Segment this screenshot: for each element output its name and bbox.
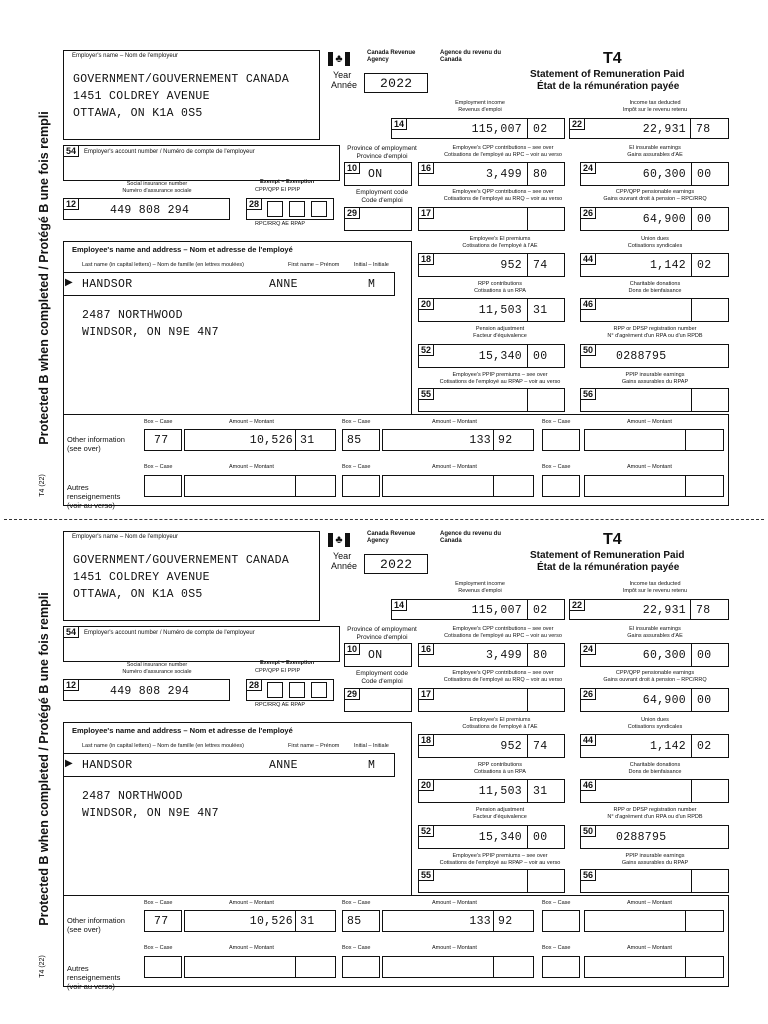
oth1-int: 10,526 (249, 915, 293, 928)
b17-caption: Employee's QPP contributions – see over Cotisations de l'employé au RRQ – voir au verso (443, 670, 563, 683)
b44-dec: 02 (697, 740, 712, 753)
year-label-fr: Année (331, 561, 358, 571)
b22-caption: Income tax deducted Impôt sur le revenu retenu (622, 100, 688, 113)
oth-box2 (342, 910, 380, 932)
oth-amt6 (584, 475, 724, 497)
ei-exempt-check[interactable] (289, 201, 305, 217)
oth-case-h2: Box – Case (342, 419, 371, 425)
b44-int: 1,142 (649, 259, 686, 272)
employee-label: Employee's name and address – Nom et adresse de l'employé (72, 245, 293, 254)
b44-caption: Union dues Cotisations syndicales (627, 717, 683, 730)
address-line1: 2487 NORTHWOOD (82, 309, 183, 322)
box-46: 46 (580, 779, 729, 803)
employee-box (63, 241, 412, 443)
first-name: ANNE (269, 759, 298, 772)
oth-amt5 (382, 956, 534, 978)
b18-int: 952 (500, 259, 522, 272)
b46-caption: Charitable donations Dons de bienfaisance (628, 281, 682, 294)
agency-fr: Agence du revenu du Canada (440, 50, 502, 63)
b24-dec: 00 (697, 168, 712, 181)
b26-caption: CPP/QPP pensionable earnings Gains ouvrant droit à pension – RPC/RRQ (603, 670, 707, 683)
other-info-box (63, 414, 729, 510)
box-17: 17 (418, 688, 565, 712)
employee-name-line (64, 753, 395, 777)
lastname-label: Last name (in capital letters) – Nom de famille (en lettres moulées) (82, 262, 245, 268)
b52-caption: Pension adjustment Facteur d'équivalence (473, 326, 527, 339)
ppip-exempt-check[interactable] (311, 682, 327, 698)
b44-dec: 02 (697, 259, 712, 272)
employee-box (63, 722, 412, 924)
box-52: 52 15,340 00 (418, 344, 565, 368)
oth-case-h3: Box – Case (542, 419, 571, 425)
form-code: T4 (603, 531, 622, 548)
protected-label: Protected B when completed / Protégé B une fois rempli (37, 111, 51, 445)
oth-case-h6: Box – Case (542, 464, 571, 470)
protected-label: Protected B when completed / Protégé B une fois rempli (37, 592, 51, 926)
b26-int: 64,900 (642, 694, 686, 707)
b46-caption: Charitable donations Dons de bienfaisance (628, 762, 682, 775)
initial-label: Initial – Initiale (354, 262, 389, 268)
b14-caption: Employment income Revenus d'emploi (455, 100, 505, 113)
year-value: 2022 (380, 76, 413, 91)
acct-label: Employer's account number / Numéro de compte de l'employeur (84, 149, 255, 155)
box-18: 18 952 74 (418, 253, 565, 277)
employer-line1: GOVERNMENT/GOUVERNEMENT CANADA (73, 554, 290, 567)
empcode-caption: Employment code Code d'emploi (355, 670, 409, 685)
initial: M (368, 278, 376, 291)
oth-amt-h4: Amount – Montant (229, 945, 274, 951)
last-name: HANDSOR (82, 759, 133, 772)
box-55: 55 (418, 388, 565, 412)
oth-amt-h5: Amount – Montant (432, 945, 477, 951)
b20-caption: RPP contributions Cotisations à un RPA (474, 281, 526, 294)
b24-int: 60,300 (642, 649, 686, 662)
prov-caption: Province of employment Province d'emploi (347, 145, 417, 160)
agency-en: Canada Revenue Agency (367, 531, 416, 544)
b24-caption: EI insurable earnings Gains assurables d'AE (627, 626, 683, 639)
b52-int: 15,340 (478, 831, 522, 844)
canada-flag-icon: ♣ (328, 52, 350, 66)
sin-value: 449 808 294 (110, 685, 190, 698)
box-12: 12 449 808 294 (63, 198, 230, 220)
box-28: 28 (246, 679, 334, 701)
box-50: 50 0288795 (580, 344, 729, 368)
b20-int: 11,503 (478, 785, 522, 798)
box-55: 55 (418, 869, 565, 893)
ppip-exempt-check[interactable] (311, 201, 327, 217)
b14-dec: 02 (533, 604, 548, 617)
b50-caption: RPP or DPSP registration number N° d'agrément d'un RPA ou d'un RPDB (607, 326, 703, 339)
box-54: 54 Employer's account number / Numéro de compte de l'employeur (63, 626, 340, 662)
t4-slip-2 (0, 519, 768, 999)
b22-dec: 78 (696, 123, 711, 136)
b50-caption: RPP or DPSP registration number N° d'agrément d'un RPA ou d'un RPDB (607, 807, 703, 820)
oth-case-h4: Box – Case (144, 464, 173, 470)
oth1-dec: 31 (300, 434, 315, 447)
oth-case-h6: Box – Case (542, 945, 571, 951)
b52-caption: Pension adjustment Facteur d'équivalence (473, 807, 527, 820)
b17-caption: Employee's QPP contributions – see over Cotisations de l'employé au RRQ – voir au verso (443, 189, 563, 202)
t4-slip-1 (0, 38, 768, 518)
oth-amt-h3: Amount – Montant (627, 900, 672, 906)
ei-exempt-check[interactable] (289, 682, 305, 698)
oth-amt4 (184, 475, 336, 497)
b52-dec: 00 (533, 831, 548, 844)
box-26: 26 64,900 00 (580, 207, 729, 231)
oth-amt-h2: Amount – Montant (432, 419, 477, 425)
box-14: 14 115,007 02 (391, 599, 565, 620)
prov-value: ON (368, 168, 383, 181)
oth1-int: 10,526 (249, 434, 293, 447)
oth-amt-h6: Amount – Montant (627, 945, 672, 951)
box-18: 18 952 74 (418, 734, 565, 758)
year-value: 2022 (380, 557, 413, 572)
oth-case-h2: Box – Case (342, 900, 371, 906)
b52-int: 15,340 (478, 350, 522, 363)
oth-box3 (542, 910, 580, 932)
b20-int: 11,503 (478, 304, 522, 317)
other-info-box (63, 895, 729, 991)
oth-box1 (144, 429, 182, 451)
form-code-side (31, 949, 57, 989)
b16-caption: Employee's CPP contributions – see over Cotisations de l'employé au RPC – voir au verso (444, 626, 562, 639)
b24-caption: EI insurable earnings Gains assurables d'AE (627, 145, 683, 158)
form-code-side (31, 468, 57, 508)
oth-case-h1: Box – Case (144, 900, 173, 906)
b20-dec: 31 (533, 304, 548, 317)
b50-value: 0288795 (616, 350, 667, 363)
oth1-box-value: 77 (154, 915, 169, 928)
employer-line1: GOVERNMENT/GOUVERNEMENT CANADA (73, 73, 290, 86)
employer-line3: OTTAWA, ON K1A 0S5 (73, 107, 203, 120)
oth-amt-h2: Amount – Montant (432, 900, 477, 906)
oth-box4 (144, 956, 182, 978)
b26-dec: 00 (697, 213, 712, 226)
box-16: 16 3,499 80 (418, 162, 565, 186)
oth-box4 (144, 475, 182, 497)
oth1-dec: 31 (300, 915, 315, 928)
b18-dec: 74 (533, 740, 548, 753)
agency-en: Canada Revenue Agency (367, 50, 416, 63)
oth-amt-h1: Amount – Montant (229, 419, 274, 425)
oth-amt2 (382, 429, 534, 451)
oth-case-h5: Box – Case (342, 464, 371, 470)
oth-case-h1: Box – Case (144, 419, 173, 425)
oth-amt-h4: Amount – Montant (229, 464, 274, 470)
b55-caption: Employee's PPIP premiums – see over Cotisations de l'employé au RPAP – voir au verso (439, 853, 561, 866)
b52-dec: 00 (533, 350, 548, 363)
box-22: 22 22,931 78 (569, 118, 729, 139)
oth-amt3 (584, 910, 724, 932)
address-line1: 2487 NORTHWOOD (82, 790, 183, 803)
b18-dec: 74 (533, 259, 548, 272)
employee-label: Employee's name and address – Nom et adresse de l'employé (72, 726, 293, 735)
year-box (364, 73, 428, 93)
b14-caption: Employment income Revenus d'emploi (455, 581, 505, 594)
b26-caption: CPP/QPP pensionable earnings Gains ouvrant droit à pension – RPC/RRQ (603, 189, 707, 202)
box-46: 46 (580, 298, 729, 322)
oth-amt3 (584, 429, 724, 451)
exempt-cols: CPP/QPP EI PPIP (255, 187, 301, 193)
box-22: 22 22,931 78 (569, 599, 729, 620)
oth2-dec: 92 (498, 915, 513, 928)
oth-amt-h5: Amount – Montant (432, 464, 477, 470)
oth2-int: 133 (469, 434, 491, 447)
sin-value: 449 808 294 (110, 204, 190, 217)
autres-label: Autres renseignements (voir au verso) (67, 483, 121, 510)
b14-int: 115,007 (471, 123, 522, 136)
sin-caption: Social insurance number Numéro d'assurance sociale (122, 181, 192, 194)
b18-int: 952 (500, 740, 522, 753)
year-box (364, 554, 428, 574)
side-form-code: T4 (22) (38, 955, 46, 978)
oth2-box-value: 85 (347, 915, 362, 928)
oth2-box-value: 85 (347, 434, 362, 447)
employer-name-box (63, 50, 320, 140)
box-20: 20 11,503 31 (418, 779, 565, 803)
box-52: 52 15,340 00 (418, 825, 565, 849)
box-24: 24 60,300 00 (580, 162, 729, 186)
employer-name-box (63, 531, 320, 621)
b14-int: 115,007 (471, 604, 522, 617)
box-16: 16 3,499 80 (418, 643, 565, 667)
initial-label: Initial – Initiale (354, 743, 389, 749)
box-14: 14 115,007 02 (391, 118, 565, 139)
box-20: 20 11,503 31 (418, 298, 565, 322)
b16-int: 3,499 (485, 168, 522, 181)
oth-amt6 (584, 956, 724, 978)
oth2-int: 133 (469, 915, 491, 928)
oth-case-h3: Box – Case (542, 900, 571, 906)
title-en: Statement of Remuneration Paid (530, 69, 685, 80)
b16-dec: 80 (533, 649, 548, 662)
acct-label: Employer's account number / Numéro de compte de l'employeur (84, 630, 255, 636)
oth2-dec: 92 (498, 434, 513, 447)
side-form-code: T4 (22) (38, 474, 46, 497)
b18-caption: Employee's EI premiums Cotisations de l'employé à l'AE (462, 236, 538, 249)
agency-fr: Agence du revenu du Canada (440, 531, 502, 544)
b26-dec: 00 (697, 694, 712, 707)
firstname-label: First name – Prénom (288, 262, 340, 268)
box-26: 26 64,900 00 (580, 688, 729, 712)
oth-amt-h3: Amount – Montant (627, 419, 672, 425)
b16-caption: Employee's CPP contributions – see over Cotisations de l'employé au RPC – voir au verso (444, 145, 562, 158)
employer-name-label: Employer's name – Nom de l'employeur (72, 53, 179, 59)
oth-box1 (144, 910, 182, 932)
oth1-box-value: 77 (154, 434, 169, 447)
b22-caption: Income tax deducted Impôt sur le revenu retenu (622, 581, 688, 594)
box-50: 50 0288795 (580, 825, 729, 849)
b22-dec: 78 (696, 604, 711, 617)
box-28: 28 (246, 198, 334, 220)
exempt-bottom: RPC/RRQ AE RPAP (255, 221, 306, 227)
employer-line2: 1451 COLDREY AVENUE (73, 571, 210, 584)
b18-caption: Employee's EI premiums Cotisations de l'employé à l'AE (462, 717, 538, 730)
box-29: 29 (344, 688, 412, 712)
box-10: 10 ON (344, 643, 412, 667)
firstname-label: First name – Prénom (288, 743, 340, 749)
box-10: 10 ON (344, 162, 412, 186)
autres-label: Autres renseignements (voir au verso) (67, 964, 121, 991)
exempt-label: Exempt – Exemption (260, 660, 315, 666)
b16-dec: 80 (533, 168, 548, 181)
initial: M (368, 759, 376, 772)
b50-value: 0288795 (616, 831, 667, 844)
canada-flag-icon: ♣ (328, 533, 350, 547)
b44-caption: Union dues Cotisations syndicales (627, 236, 683, 249)
oth-case-h5: Box – Case (342, 945, 371, 951)
b26-int: 64,900 (642, 213, 686, 226)
b22-int: 22,931 (642, 604, 686, 617)
cpp-exempt-check[interactable] (267, 201, 283, 217)
oth-amt4 (184, 956, 336, 978)
other-info-label: Other information (see over) (67, 916, 125, 934)
address-line2: WINDSOR, ON N9E 4N7 (82, 326, 219, 339)
employer-name-label: Employer's name – Nom de l'employeur (72, 534, 179, 540)
title-fr: État de la rémunération payée (537, 562, 680, 573)
oth-amt-h6: Amount – Montant (627, 464, 672, 470)
box-12: 12 449 808 294 (63, 679, 230, 701)
employer-line2: 1451 COLDREY AVENUE (73, 90, 210, 103)
arrow-icon: ▶ (65, 758, 73, 769)
b22-int: 22,931 (642, 123, 686, 136)
b20-caption: RPP contributions Cotisations à un RPA (474, 762, 526, 775)
oth-amt5 (382, 475, 534, 497)
b20-dec: 31 (533, 785, 548, 798)
side-protected (29, 38, 59, 518)
b56-caption: PPIP insurable earnings Gains assurables du RPAP (621, 853, 689, 866)
first-name: ANNE (269, 278, 298, 291)
box-29: 29 (344, 207, 412, 231)
b24-int: 60,300 (642, 168, 686, 181)
last-name: HANDSOR (82, 278, 133, 291)
box-17: 17 (418, 207, 565, 231)
cpp-exempt-check[interactable] (267, 682, 283, 698)
box-44: 44 1,142 02 (580, 734, 729, 758)
b14-dec: 02 (533, 123, 548, 136)
box-54: 54 Employer's account number / Numéro de compte de l'employeur (63, 145, 340, 181)
oth-case-h4: Box – Case (144, 945, 173, 951)
arrow-icon: ▶ (65, 277, 73, 288)
oth-box5 (342, 956, 380, 978)
exempt-bottom: RPC/RRQ AE RPAP (255, 702, 306, 708)
employee-name-line (64, 272, 395, 296)
oth-box2 (342, 429, 380, 451)
b55-caption: Employee's PPIP premiums – see over Cotisations de l'employé au RPAP – voir au verso (439, 372, 561, 385)
oth-amt2 (382, 910, 534, 932)
b16-int: 3,499 (485, 649, 522, 662)
box-56: 56 (580, 388, 729, 412)
year-label: Year (333, 551, 352, 561)
oth-box3 (542, 429, 580, 451)
oth-box6 (542, 956, 580, 978)
title-fr: État de la rémunération payée (537, 81, 680, 92)
box-56: 56 (580, 869, 729, 893)
oth-box6 (542, 475, 580, 497)
empcode-caption: Employment code Code d'emploi (355, 189, 409, 204)
prov-caption: Province of employment Province d'emploi (347, 626, 417, 641)
employer-line3: OTTAWA, ON K1A 0S5 (73, 588, 203, 601)
b56-caption: PPIP insurable earnings Gains assurables du RPAP (621, 372, 689, 385)
box-44: 44 1,142 02 (580, 253, 729, 277)
prov-value: ON (368, 649, 383, 662)
address-line2: WINDSOR, ON N9E 4N7 (82, 807, 219, 820)
b44-int: 1,142 (649, 740, 686, 753)
form-code: T4 (603, 50, 622, 67)
side-protected (29, 519, 59, 999)
exempt-label: Exempt – Exemption (260, 179, 315, 185)
year-label-fr: Année (331, 80, 358, 90)
b24-dec: 00 (697, 649, 712, 662)
year-label: Year (333, 70, 352, 80)
exempt-cols: CPP/QPP EI PPIP (255, 668, 301, 674)
oth-amt-h1: Amount – Montant (229, 900, 274, 906)
box-24: 24 60,300 00 (580, 643, 729, 667)
oth-amt1 (184, 429, 336, 451)
other-info-label: Other information (see over) (67, 435, 125, 453)
lastname-label: Last name (in capital letters) – Nom de famille (en lettres moulées) (82, 743, 245, 749)
sin-caption: Social insurance number Numéro d'assurance sociale (122, 662, 192, 675)
oth-amt1 (184, 910, 336, 932)
title-en: Statement of Remuneration Paid (530, 550, 685, 561)
oth-box5 (342, 475, 380, 497)
